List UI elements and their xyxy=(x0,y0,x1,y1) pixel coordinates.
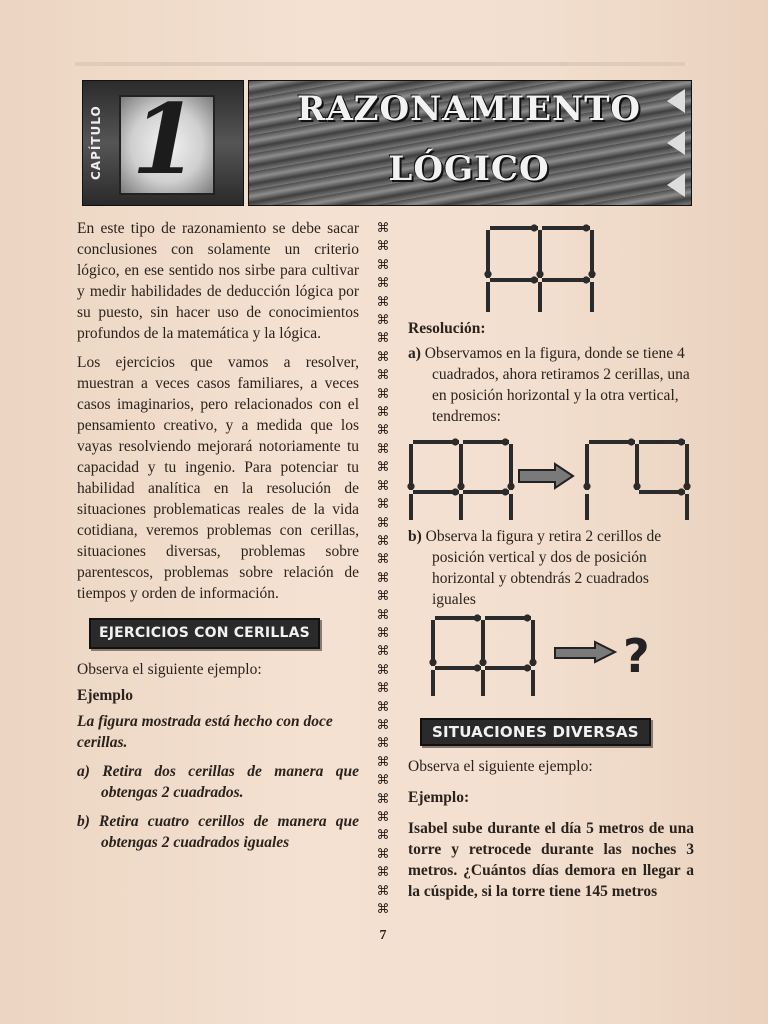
match-head xyxy=(452,488,459,495)
matchstick-figure-solution-a xyxy=(405,434,695,520)
intro-paragraph-1: En este tipo de razonamiento se debe sacar conclusiones con solamente un criterio lógico, en ese sentido nos sirbe para cultivar y medir habilidades de deducción lógica por su puesto, sin hacer uso de conocimientos profundos de la matemática y la lógica. xyxy=(77,220,359,342)
match-head xyxy=(628,438,635,445)
separator-glyph: ⌘ xyxy=(376,625,390,641)
intro-paragraph-2: Los ejercicios que vamos a resolver, muestran a veces casos familiares, a veces casos imaginarios, pero relacionados con el pensamiento creativo, y a medida que los vayas resolviendo mejorará notoriamente tu capacidad y tu ingenio. Para potenciar tu habilidad analítica en la resolución de situaciones problematicas reales de la vida cotidiana, veremos problemas con cerillas, situaciones diversas, problemas sobre parentescos, problemas sobre relación de tiempos y orden de información. xyxy=(77,354,359,602)
separator-glyph: ⌘ xyxy=(376,607,390,623)
match-head xyxy=(524,664,531,671)
match-head xyxy=(457,483,464,490)
separator-glyph: ⌘ xyxy=(376,276,390,292)
separator-glyph: ⌘ xyxy=(376,221,390,236)
separator-glyph: ⌘ xyxy=(376,902,390,918)
item-b-marker: b) xyxy=(77,813,90,830)
observe-text-2: Observa el siguiente ejemplo: xyxy=(408,758,593,775)
separator-glyph: ⌘ xyxy=(376,699,390,715)
match-head xyxy=(474,614,481,621)
resolution-a-text: Observamos en la figura, donde se tiene 4 cuadrados, ahora retiramos 2 cerillas, una en posición horizontal y la otra vertical, tendremos: xyxy=(424,345,690,425)
arrow-right-icon xyxy=(519,464,573,488)
title-box xyxy=(248,80,692,206)
separator-glyph: ⌘ xyxy=(376,736,390,752)
chapter-number: 1 xyxy=(131,83,199,196)
section-banner-situaciones-wrap xyxy=(420,718,651,746)
resolution-b-text: Observa la figura y retira 2 cerillos de posición vertical y dos de posición horizontal y obtendrás 2 cuadrados iguales xyxy=(425,528,662,608)
chapter-header xyxy=(82,80,690,204)
top-rule xyxy=(75,62,685,66)
match-head xyxy=(474,664,481,671)
separator-glyph: ⌘ xyxy=(376,478,390,494)
separator-glyph: ⌘ xyxy=(376,717,390,733)
triangle-deco-icon xyxy=(667,131,685,155)
separator-glyph: ⌘ xyxy=(376,515,390,531)
resolution-a xyxy=(408,343,694,427)
separator-glyph: ⌘ xyxy=(376,497,390,513)
match-head xyxy=(583,483,590,490)
section-banner-situaciones: SITUACIONES DIVERSAS xyxy=(420,718,651,746)
separator-glyph: ⌘ xyxy=(376,423,390,439)
match-head xyxy=(683,483,690,490)
problem-statement: Isabel sube durante el día 5 metros de una torre y retrocede durante las noches 3 metros. ¿Cuántos días demora en llegar a la cúspide, si la torre tiene 145 metros xyxy=(408,820,694,900)
column-separator xyxy=(374,220,392,919)
separator-glyph: ⌘ xyxy=(376,331,390,347)
match-head xyxy=(524,614,531,621)
example-label: Ejemplo xyxy=(77,687,133,704)
example-statement: La figura mostrada está hecho con doce cerillas. xyxy=(77,713,333,751)
match-head xyxy=(536,271,543,278)
separator-glyph: ⌘ xyxy=(376,662,390,678)
separator-glyph: ⌘ xyxy=(376,754,390,770)
matchstick-figure-question-b xyxy=(425,610,665,696)
resolution-block xyxy=(408,318,694,427)
arrow-right-icon xyxy=(555,642,615,662)
separator-glyph: ⌘ xyxy=(376,644,390,660)
resolution-a-marker: a) xyxy=(408,345,421,362)
separator-glyph: ⌘ xyxy=(376,294,390,310)
match-head xyxy=(502,488,509,495)
matchstick-figure-four-squares xyxy=(480,222,600,312)
left-column xyxy=(77,218,359,861)
match-head xyxy=(407,483,414,490)
separator-glyph: ⌘ xyxy=(376,810,390,825)
title-line-1: RAZONAMIENTO xyxy=(297,89,641,129)
section-banner-cerillas: EJERCICIOS CON CERILLAS xyxy=(89,618,320,649)
match-head xyxy=(529,659,536,666)
triangle-deco-icon xyxy=(667,173,685,197)
separator-glyph: ⌘ xyxy=(376,589,390,605)
example-label-2: Ejemplo: xyxy=(408,789,470,806)
separator-glyph: ⌘ xyxy=(376,441,390,457)
separator-glyph: ⌘ xyxy=(376,552,390,568)
resolution-b xyxy=(408,526,694,610)
match-head xyxy=(452,438,459,445)
separator-glyph: ⌘ xyxy=(376,773,390,789)
separator-glyph: ⌘ xyxy=(376,570,390,586)
separator-glyph: ⌘ xyxy=(376,405,390,421)
item-a-marker: a) xyxy=(77,763,90,780)
separator-glyph: ⌘ xyxy=(376,681,390,697)
separator-glyph: ⌘ xyxy=(376,865,390,881)
match-head xyxy=(678,438,685,445)
match-head xyxy=(479,659,486,666)
question-mark: ? xyxy=(623,629,650,683)
separator-glyph: ⌘ xyxy=(376,257,390,273)
title-line-2: LÓGICO xyxy=(388,149,550,189)
match-head xyxy=(429,659,436,666)
separator-glyph: ⌘ xyxy=(376,533,390,549)
separator-glyph: ⌘ xyxy=(376,349,390,365)
item-b xyxy=(77,811,359,853)
match-head xyxy=(633,483,640,490)
triangle-deco-icon xyxy=(667,89,685,113)
chapter-box xyxy=(82,80,244,206)
match-head xyxy=(531,276,538,283)
item-a-text: Retira dos cerillas de manera que obtengas 2 cuadrados. xyxy=(101,763,360,801)
match-head xyxy=(507,483,514,490)
resolution-label: Resolución: xyxy=(408,320,486,337)
observe-text: Observa el siguiente ejemplo: xyxy=(77,661,262,678)
match-head xyxy=(583,276,590,283)
item-b-text: Retira cuatro cerillos de manera que obtengas 2 cuadrados iguales xyxy=(99,813,359,851)
match-head xyxy=(678,488,685,495)
match-head xyxy=(583,224,590,231)
separator-glyph: ⌘ xyxy=(376,239,390,255)
separator-glyph: ⌘ xyxy=(376,791,390,807)
resolution-b-marker: b) xyxy=(408,528,422,545)
resolution-b-block xyxy=(408,526,694,610)
separator-glyph: ⌘ xyxy=(376,368,390,384)
situaciones-block xyxy=(408,756,694,902)
chapter-label: CAPÍTULO xyxy=(89,105,103,181)
page-number: 7 xyxy=(379,928,387,943)
separator-glyph: ⌘ xyxy=(376,386,390,402)
separator-glyph: ⌘ xyxy=(376,828,390,844)
separator-glyph: ⌘ xyxy=(376,883,390,899)
match-head xyxy=(531,224,538,231)
separator-glyph: ⌘ xyxy=(376,460,390,476)
item-a xyxy=(77,761,359,803)
separator-glyph: ⌘ xyxy=(376,846,390,862)
match-head xyxy=(484,271,491,278)
separator-glyph: ⌘ xyxy=(376,313,390,329)
match-head xyxy=(502,438,509,445)
match-head xyxy=(588,271,595,278)
